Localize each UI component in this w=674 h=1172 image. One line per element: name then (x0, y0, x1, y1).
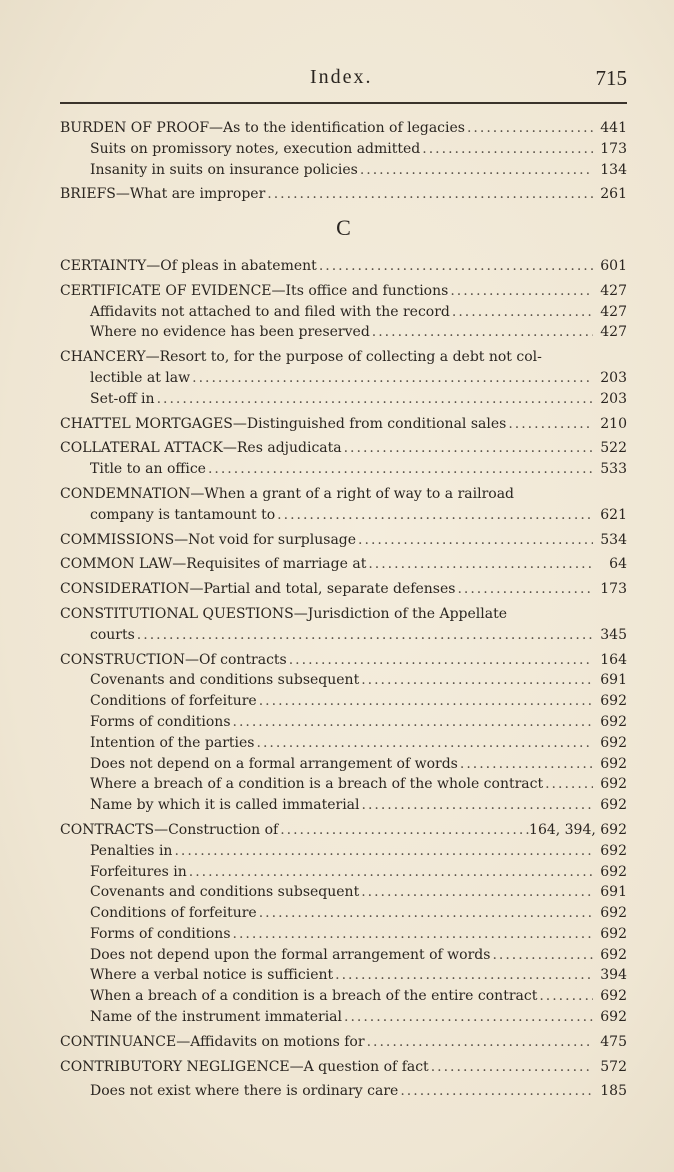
index-entry: Does not depend on a formal arrangement of words ..... 692 (60, 756, 627, 777)
index-entry-wrapped: CONSTITUTIONAL QUESTIONS—Jurisdiction of the Appellate (60, 605, 507, 622)
page-number: 715 (595, 66, 627, 90)
index-entry: CONTINUANCE—Affidavits on motions for ..... 475 (60, 1034, 627, 1055)
index-entry: CONSTRUCTION—Of contracts ..... 164 (60, 652, 627, 673)
index-entry: Does not depend upon the formal arrangement of words ..... 692 (60, 947, 627, 968)
index-entry: Affidavits not attached to and filed with the record ..... 427 (60, 304, 627, 325)
index-entry: CHATTEL MORTGAGES—Distinguished from conditional sales ..... 210 (60, 416, 627, 437)
index-entry: Insanity in suits on insurance policies ..... 134 (60, 162, 627, 183)
index-entry: CONSIDERATION—Partial and total, separate defenses ..... 173 (60, 581, 627, 602)
index-entry: Name by which it is called immaterial ..... 692 (60, 797, 627, 818)
index-entry: CONTRIBUTORY NEGLIGENCE—A question of fact ..... 572 (60, 1059, 627, 1080)
index-entry: Does not exist where there is ordinary care ..... 185 (60, 1083, 627, 1104)
index-entry: Covenants and conditions subsequent ..... 691 (60, 672, 627, 693)
index-entry: Forms of conditions ..... 692 (60, 926, 627, 947)
index-entry: Penalties in ..... 692 (60, 843, 627, 864)
index-entry: Intention of the parties ..... 692 (60, 735, 627, 756)
index-entries (60, 118, 627, 1104)
index-entry: Name of the instrument immaterial ..... 692 (60, 1009, 627, 1030)
index-entry: Set-off in ..... 203 (60, 391, 627, 412)
index-entry: Where a verbal notice is sufficient ..... 394 (60, 967, 627, 988)
index-entry-wrapped: CONDEMNATION—When a grant of a right of way to a railroad (60, 485, 515, 502)
index-entry: lectible at law ..... 203 (60, 370, 627, 391)
index-entry: Title to an office ..... 533 (60, 461, 627, 482)
index-entry: Conditions of forfeiture ..... 692 (60, 693, 627, 714)
running-header (60, 66, 627, 96)
index-entry: courts ..... 345 (60, 627, 627, 648)
index-entry: Where a breach of a condition is a breach of the whole contract ..... 692 (60, 776, 627, 797)
index-entry: BURDEN OF PROOF—As to the identification of legacies ..... 441 (60, 120, 627, 141)
index-entry: COMMON LAW—Requisites of marriage at ..... 64 (60, 556, 627, 577)
index-entry: When a breach of a condition is a breach of the entire contract ..... 692 (60, 988, 627, 1009)
section-letter: C (336, 215, 351, 241)
page-title: Index. (310, 66, 373, 88)
index-entry: company is tantamount to ..... 621 (60, 507, 627, 528)
index-entry: BRIEFS—What are improper ..... 261 (60, 186, 627, 207)
index-entry: Covenants and conditions subsequent ..... 691 (60, 884, 627, 905)
header-rule (60, 102, 627, 104)
index-entry: Suits on promissory notes, execution admitted ..... 173 (60, 141, 627, 162)
index-entry: CERTAINTY—Of pleas in abatement ..... 601 (60, 258, 627, 279)
index-entry: COLLATERAL ATTACK—Res adjudicata ..... 522 (60, 440, 627, 461)
index-entry: Where no evidence has been preserved ..... 427 (60, 324, 627, 345)
index-entry: Forfeitures in ..... 692 (60, 864, 627, 885)
index-entry: COMMISSIONS—Not void for surplusage ..... 534 (60, 532, 627, 553)
index-entry: Conditions of forfeiture ..... 692 (60, 905, 627, 926)
index-entry-wrapped: CHANCERY—Resort to, for the purpose of collecting a debt not col- (60, 349, 542, 366)
index-entry: CONTRACTS—Construction of ..... 164, 394, 692 (60, 822, 627, 843)
index-entry: CERTIFICATE OF EVIDENCE—Its office and functions ..... 427 (60, 283, 627, 304)
index-entry: Forms of conditions ..... 692 (60, 714, 627, 735)
